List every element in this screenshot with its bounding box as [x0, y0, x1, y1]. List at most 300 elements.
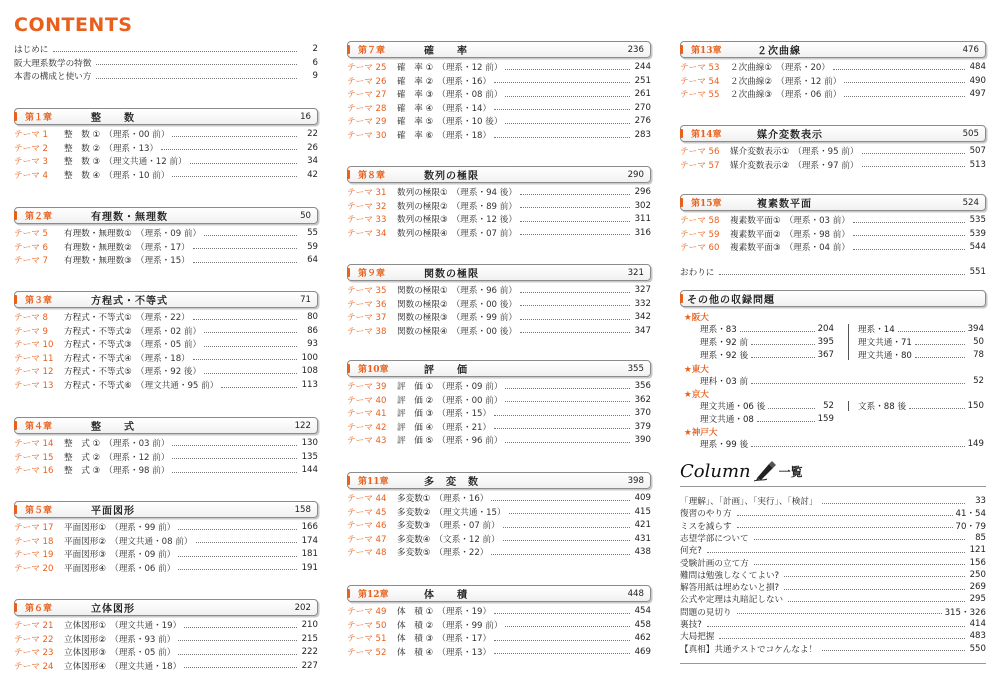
theme-item[interactable] — [680, 227, 986, 241]
leader-dots — [204, 235, 297, 236]
divider — [848, 324, 849, 360]
theme-item[interactable] — [14, 154, 318, 168]
page-number: 296 — [634, 187, 651, 197]
page-number: 415 — [634, 506, 651, 517]
page-number: 34 — [307, 156, 318, 167]
theme-label: テーマ 19 — [14, 550, 54, 561]
theme-item[interactable] — [14, 450, 318, 464]
entry-source: （理系・00 前） — [437, 395, 503, 406]
theme-item[interactable] — [347, 185, 651, 199]
leader-dots — [184, 667, 297, 668]
entry-source: （理系・09 前） — [437, 382, 503, 392]
page-number: 55 — [307, 228, 318, 238]
other-problem-item[interactable] — [700, 335, 834, 349]
other-problem-item[interactable] — [858, 399, 984, 413]
entry-title: 解答用紙は埋めないと損? — [680, 583, 780, 594]
entry-title: 多変数④ — [397, 534, 431, 545]
entry-title: 体 積 ③ — [397, 634, 434, 645]
leader-dots — [494, 428, 630, 429]
theme-label: テーマ 20 — [14, 563, 54, 574]
entry-source: （理系・12 前） — [437, 63, 503, 73]
theme-item[interactable] — [14, 240, 318, 254]
entry-title: 整 数 ④ — [64, 170, 101, 181]
other-problem-item[interactable] — [700, 322, 834, 336]
entry-source: （理系・06 前） — [110, 563, 176, 574]
entry-title: 関数の極限③ — [397, 313, 448, 324]
page-number: 144 — [301, 465, 318, 476]
theme-item[interactable] — [14, 659, 318, 673]
theme-item[interactable] — [347, 505, 651, 519]
leader-dots — [53, 51, 297, 52]
page-number: 2 — [312, 44, 318, 54]
chapter-header[interactable] — [14, 599, 318, 616]
other-problem-item[interactable] — [858, 322, 984, 336]
page-number: 550 — [969, 643, 986, 654]
page-number: 156 — [969, 557, 986, 568]
page-number: 414 — [969, 619, 986, 629]
page-number: 78 — [973, 350, 984, 360]
university-kyoto: ★京大 — [684, 390, 709, 400]
leader-dots — [520, 292, 630, 293]
entry-source: （理系・22） — [434, 548, 489, 559]
theme-item[interactable] — [14, 351, 318, 365]
entry-title: 本書の構成と使い方 — [14, 72, 92, 83]
theme-item[interactable] — [14, 337, 318, 351]
chapter-page: 476 — [962, 44, 979, 55]
theme-label: テーマ 45 — [347, 507, 387, 518]
theme-item[interactable] — [347, 74, 651, 88]
column-item[interactable] — [680, 642, 986, 656]
page-number: 544 — [969, 242, 986, 253]
theme-label: テーマ 6 — [14, 242, 48, 253]
entry-title: 整 数 ③ — [64, 157, 101, 168]
chapter-header[interactable] — [347, 472, 651, 489]
entry-title: 多変数③ — [397, 521, 431, 532]
theme-item[interactable] — [14, 168, 318, 182]
leader-dots — [193, 262, 297, 263]
entry-title: ２次曲線② — [730, 76, 773, 87]
theme-item[interactable] — [14, 520, 318, 534]
theme-item[interactable] — [680, 213, 986, 227]
theme-item[interactable] — [347, 297, 651, 311]
leader-dots — [520, 221, 630, 222]
page-number: 421 — [634, 520, 651, 531]
entry-title: 方程式・不等式⑤ — [64, 367, 132, 378]
entry-source: （理系・96 前） — [437, 436, 503, 447]
chapter-name: 有理数・無理数 — [91, 212, 168, 223]
page-number: 295 — [969, 594, 986, 605]
entry-title: 関数の極限② — [397, 299, 448, 310]
leader-dots — [707, 626, 965, 627]
leader-dots — [505, 69, 630, 70]
entry-source: （理系・07 前） — [434, 521, 500, 532]
page-number: 327 — [634, 285, 651, 295]
entry-source: （理文共通・15） — [434, 507, 506, 518]
leader-dots — [751, 357, 815, 358]
entry-title: 関数の極限① — [397, 286, 448, 296]
theme-item[interactable] — [347, 87, 651, 101]
entry-title: 整 数 ① — [64, 130, 101, 140]
leader-dots — [221, 387, 297, 388]
entry-title: 多変数① — [397, 494, 431, 504]
entry-title: 評 価 ② — [397, 395, 434, 406]
page-number: 462 — [634, 633, 651, 644]
owarini-item[interactable] — [680, 265, 986, 279]
entry-title: 多変数② — [397, 507, 431, 518]
chapter-page: 448 — [627, 588, 644, 599]
page-number: 311 — [634, 214, 651, 225]
chapter-name: 数列の極限 — [424, 171, 479, 182]
leader-dots — [193, 319, 297, 320]
theme-label: テーマ 3 — [14, 157, 48, 168]
page-number: 150 — [967, 401, 984, 411]
entry-title: 整 式 ② — [64, 452, 101, 463]
theme-item[interactable] — [680, 158, 986, 172]
page-number: 370 — [634, 408, 651, 419]
entry-title: 方程式・不等式③ — [64, 340, 132, 351]
entry-title: 【真相】共通テストでコケんなよ！ — [680, 644, 818, 655]
page-number: 332 — [634, 298, 651, 309]
chapter-page: 71 — [300, 294, 311, 305]
chapter-page: 50 — [300, 210, 311, 221]
leader-dots — [494, 653, 630, 654]
page-number: 454 — [634, 606, 651, 616]
chapter-name: 方程式・不等式 — [91, 296, 168, 307]
theme-label: テーマ 18 — [14, 536, 54, 547]
page-number: 362 — [634, 394, 651, 405]
chapter-number: 第２章 — [25, 212, 53, 222]
theme-label: テーマ 37 — [347, 313, 387, 324]
page-number: 222 — [301, 647, 318, 658]
leader-dots — [737, 515, 953, 516]
theme-item[interactable] — [14, 310, 318, 324]
leader-dots — [494, 109, 630, 110]
entry-source: （理系・97 前） — [793, 160, 859, 171]
theme-item[interactable] — [680, 74, 986, 88]
page-number: 390 — [634, 435, 651, 446]
theme-item[interactable] — [680, 60, 986, 74]
entry-source: （理系・18） — [135, 353, 190, 364]
theme-label: テーマ 53 — [680, 63, 720, 73]
entry-title: 何充? — [680, 546, 702, 557]
theme-label: テーマ 31 — [347, 188, 387, 198]
entry-title: 体 積 ④ — [397, 647, 434, 658]
chapter-name: 確 率 — [424, 46, 468, 57]
entry-title: 評 価 ③ — [397, 409, 434, 420]
leader-dots — [172, 472, 297, 473]
theme-item[interactable] — [347, 226, 651, 240]
entry-source: （理系・03 前） — [784, 216, 850, 226]
entry-source: （理系・00 後） — [451, 326, 517, 337]
chapter-header[interactable] — [680, 194, 986, 211]
theme-label: テーマ 38 — [347, 326, 387, 337]
theme-item[interactable] — [347, 283, 651, 297]
chapter-header[interactable] — [14, 291, 318, 308]
university-osaka: ★阪大 — [684, 313, 709, 323]
leader-dots — [505, 123, 630, 124]
theme-item[interactable] — [347, 532, 651, 546]
column-word: Column — [680, 460, 751, 482]
entry-source: （理系・93 前） — [110, 634, 176, 645]
entry-title: 理文共通・71 — [858, 338, 912, 348]
leader-dots — [520, 234, 630, 235]
entry-source: （理文共通・19） — [110, 621, 182, 631]
theme-item[interactable] — [347, 324, 651, 338]
theme-label: テーマ 35 — [347, 286, 387, 296]
page-number: 85 — [975, 532, 986, 543]
theme-item[interactable] — [14, 364, 318, 378]
entry-title: 媒介変数表示② — [730, 160, 790, 171]
theme-item[interactable] — [14, 547, 318, 561]
theme-item[interactable] — [14, 378, 318, 392]
theme-item[interactable] — [680, 240, 986, 254]
leader-dots — [503, 527, 630, 528]
leader-dots — [751, 446, 965, 447]
theme-label: テーマ 59 — [680, 229, 720, 240]
page-number: 261 — [634, 89, 651, 100]
theme-item[interactable] — [347, 604, 651, 618]
page-number: 64 — [307, 255, 318, 266]
leader-dots — [788, 601, 965, 602]
entry-source: （理系・12 後） — [451, 215, 517, 226]
theme-item[interactable] — [347, 518, 651, 532]
entry-title: 体 積 ② — [397, 620, 434, 631]
theme-item[interactable] — [347, 406, 651, 420]
entry-source: （理系・14） — [437, 103, 492, 114]
entry-title: 大局把握 — [680, 632, 715, 643]
entry-title: 方程式・不等式⑥ — [64, 381, 132, 391]
page-number: 70・79 — [955, 521, 986, 532]
intro-item[interactable] — [14, 56, 318, 70]
entry-source: （理系・98 前） — [104, 466, 170, 477]
entry-title: 確 率 ⑥ — [397, 131, 434, 141]
leader-dots — [178, 569, 297, 570]
entry-title: おわりに — [680, 268, 715, 278]
pen-icon — [753, 460, 777, 482]
leader-dots — [844, 96, 965, 97]
theme-item[interactable] — [347, 393, 651, 407]
entry-title: 理系・92 前 — [700, 338, 749, 348]
other-problem-item[interactable] — [700, 399, 834, 413]
chapter-header[interactable] — [14, 501, 318, 518]
entry-title: 方程式・不等式① — [64, 313, 132, 323]
theme-item[interactable] — [14, 618, 318, 632]
theme-label: テーマ 16 — [14, 466, 54, 477]
chapter-header[interactable] — [347, 41, 651, 58]
theme-item[interactable] — [14, 645, 318, 659]
theme-label: テーマ 42 — [347, 422, 387, 433]
entry-source: （理文共通・12 前） — [104, 157, 187, 168]
leader-dots — [178, 556, 297, 557]
chapter-page: 321 — [627, 267, 644, 278]
theme-item[interactable] — [14, 463, 318, 477]
entry-title: 立体図形③ — [64, 648, 107, 659]
theme-label: テーマ 57 — [680, 160, 720, 171]
theme-item[interactable] — [14, 632, 318, 646]
page-number: 490 — [969, 75, 986, 86]
chapter-header[interactable] — [347, 360, 651, 377]
leader-dots — [494, 415, 630, 416]
leader-dots — [509, 513, 630, 514]
chapter-header[interactable] — [680, 41, 986, 58]
entry-title: 有理数・無理数③ — [64, 256, 132, 267]
entry-title: 確 率 ③ — [397, 90, 434, 101]
page-number: 26 — [307, 142, 318, 153]
theme-item[interactable] — [14, 253, 318, 267]
leader-dots — [754, 539, 965, 540]
leader-dots — [184, 627, 297, 628]
other-problem-item[interactable] — [858, 348, 984, 362]
leader-dots — [853, 235, 965, 236]
theme-item[interactable] — [347, 645, 651, 659]
chapter-header[interactable] — [14, 207, 318, 224]
leader-dots — [862, 153, 965, 154]
entry-title: 立体図形① — [64, 621, 107, 631]
entry-title: 理系・92 後 — [700, 351, 749, 361]
theme-item[interactable] — [347, 433, 651, 447]
theme-item[interactable] — [347, 114, 651, 128]
theme-item[interactable] — [347, 212, 651, 226]
entry-title: 整 数 ② — [64, 143, 101, 154]
intro-item[interactable] — [14, 69, 318, 83]
other-problem-item[interactable] — [700, 348, 834, 362]
entry-source: （理系・96 前） — [451, 286, 517, 296]
chapter-name: 関数の極限 — [424, 269, 479, 280]
theme-item[interactable] — [347, 545, 651, 559]
other-problem-item[interactable] — [700, 412, 834, 426]
entry-title: 確 率 ⑤ — [397, 117, 434, 128]
chapter-page: 398 — [627, 475, 644, 486]
theme-item[interactable] — [347, 310, 651, 324]
entry-title: 志望学部について — [680, 533, 749, 544]
leader-dots — [505, 388, 630, 389]
theme-label: テーマ 36 — [347, 299, 387, 310]
theme-item[interactable] — [14, 534, 318, 548]
leader-dots — [719, 274, 965, 275]
page-number: 174 — [301, 535, 318, 546]
other-problems-title: その他の収録問題 — [687, 295, 775, 306]
theme-label: テーマ 56 — [680, 147, 720, 157]
theme-item[interactable] — [14, 226, 318, 240]
entry-source: （理系・18） — [437, 131, 492, 141]
theme-item[interactable] — [680, 144, 986, 158]
entry-source: （文系・12 前） — [434, 534, 500, 545]
entry-title: 「理解」、「計画」、「実行」、「検討」 — [680, 497, 818, 507]
other-problem-item[interactable] — [700, 374, 984, 388]
entry-title: 平面図形③ — [64, 550, 107, 561]
theme-label: テーマ 9 — [14, 326, 48, 337]
entry-source: （理系・04 前） — [784, 243, 850, 254]
chapter-name: 評 価 — [424, 365, 468, 376]
entry-source: （理系・92 後） — [135, 367, 202, 378]
entry-source: （理系・21） — [437, 422, 492, 433]
theme-item[interactable] — [14, 324, 318, 338]
chapter-header[interactable] — [347, 264, 651, 281]
leader-dots — [707, 552, 965, 553]
other-problem-item[interactable] — [700, 437, 984, 451]
theme-label: テーマ 41 — [347, 409, 387, 420]
entry-source: （理系・05 前） — [110, 648, 176, 659]
chapter-number: 第１章 — [25, 113, 53, 123]
page-number: 108 — [301, 366, 318, 377]
theme-item[interactable] — [347, 128, 651, 142]
page-number: 41・54 — [955, 509, 986, 520]
intro-item[interactable] — [14, 42, 318, 56]
page-number: 42 — [307, 169, 318, 180]
column-list-rule-bottom — [680, 663, 986, 664]
entry-title: 立体図形② — [64, 634, 107, 645]
theme-item[interactable] — [14, 141, 318, 155]
column-list-heading — [680, 460, 803, 482]
entry-source: （理系・17） — [135, 242, 190, 253]
entry-title: ２次曲線③ — [730, 90, 773, 101]
theme-item[interactable] — [347, 491, 651, 505]
theme-item[interactable] — [347, 60, 651, 74]
theme-item[interactable] — [347, 379, 651, 393]
theme-item[interactable] — [347, 618, 651, 632]
theme-item[interactable] — [347, 101, 651, 115]
entry-title: はじめに — [14, 45, 49, 55]
university-kobe: ★神戸大 — [684, 428, 718, 438]
chapter-header[interactable] — [347, 166, 651, 183]
chapter-header[interactable] — [680, 125, 986, 142]
page-number: 227 — [301, 660, 318, 671]
entry-title: 文系・88 後 — [858, 402, 907, 412]
theme-item[interactable] — [14, 127, 318, 141]
entry-source: （理系・89 前） — [451, 201, 517, 212]
entry-title: 難問は勉強しなくてよい? — [680, 570, 780, 581]
entry-source: （理系・94 後） — [451, 188, 517, 198]
entry-source: （理系・09 前） — [135, 229, 202, 239]
theme-item[interactable] — [14, 561, 318, 575]
entry-source: （理系・00 後） — [451, 299, 517, 310]
page-number: 159 — [817, 414, 834, 424]
theme-label: テーマ 40 — [347, 395, 387, 406]
entry-source: （理系・13） — [104, 143, 159, 154]
theme-item[interactable] — [347, 420, 651, 434]
theme-label: テーマ 48 — [347, 548, 387, 559]
university-tokyo: ★東大 — [684, 365, 709, 375]
entry-source: （理系・03 前） — [104, 439, 170, 449]
theme-item[interactable] — [347, 199, 651, 213]
theme-item[interactable] — [14, 436, 318, 450]
theme-label: テーマ 25 — [347, 63, 387, 73]
chapter-page: 122 — [294, 420, 311, 431]
page-number: 395 — [817, 337, 834, 347]
theme-label: テーマ 28 — [347, 103, 387, 114]
page-number: 52 — [823, 401, 834, 411]
theme-item[interactable] — [680, 87, 986, 101]
chapter-page: 524 — [962, 197, 979, 208]
page-number: 204 — [817, 324, 834, 334]
page-number: 135 — [301, 451, 318, 462]
chapter-header[interactable] — [14, 417, 318, 434]
chapter-header[interactable] — [14, 108, 318, 125]
leader-dots — [757, 421, 815, 422]
page-number: 315・326 — [944, 607, 986, 618]
leader-dots — [494, 82, 630, 83]
page-number: 93 — [307, 339, 318, 350]
theme-item[interactable] — [347, 631, 651, 645]
page-number: 535 — [969, 215, 986, 225]
entry-title: 評 価 ④ — [397, 422, 434, 433]
page-number: 367 — [817, 350, 834, 360]
entry-title: 方程式・不等式② — [64, 326, 132, 337]
theme-label: テーマ 32 — [347, 201, 387, 212]
other-problem-item[interactable] — [858, 335, 984, 349]
entry-title: 媒介変数表示① — [730, 147, 790, 157]
chapter-header[interactable] — [347, 585, 651, 602]
